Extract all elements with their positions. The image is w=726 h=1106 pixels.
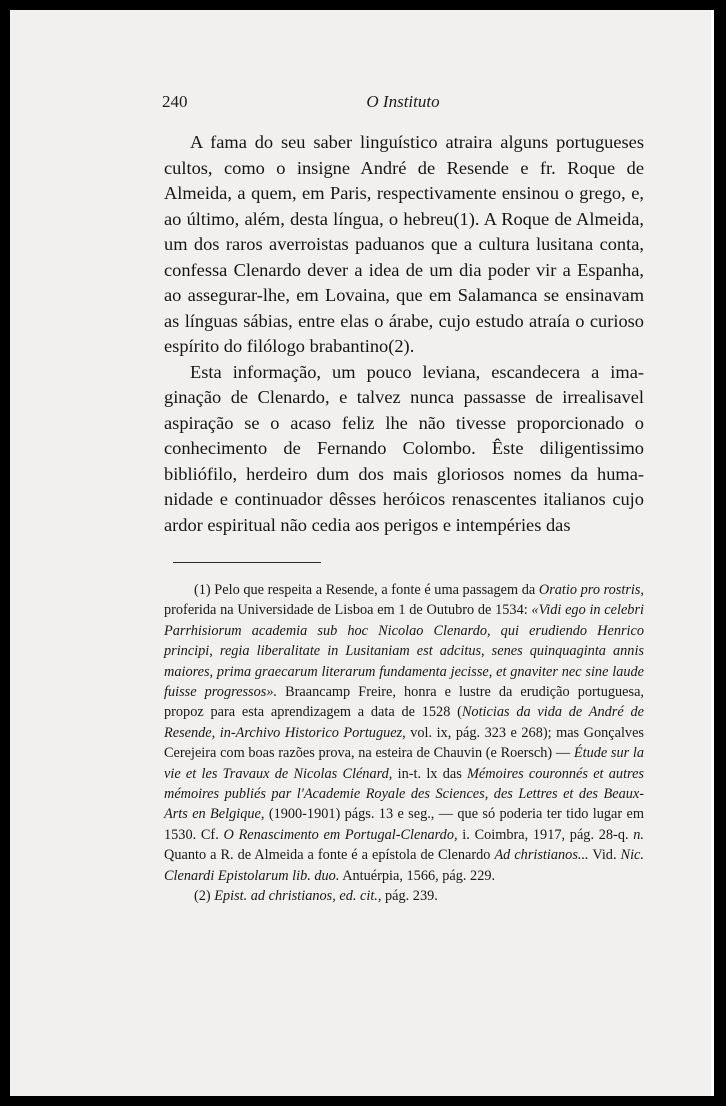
footnote-ref-1: (1)	[453, 208, 475, 229]
footnote-ref-2: (2)	[388, 336, 410, 356]
paragraph-1-text-a: A fama do seu saber linguístico atraira alguns portugueses cultos, como o insigne André de Resende e fr. Roque de Almeida, a quem, em Paris, respectivamente ensinou o grego, e, ao último, além, desta língua, o hebreu	[164, 132, 644, 229]
fn1-italic: Mémoires couronnés et autres mémoires publiés par l'Academie Royale des Sciences, des Lettres et des Beaux-Arts en Belgique,	[164, 765, 644, 823]
fn2-italic: Epist. ad christianos, ed. cit.,	[214, 888, 382, 905]
fn1-text: Braancamp Freire, honra e lustre da erudição portuguesa, propoz para esta aprendizagem a data de 1528 (	[164, 684, 644, 721]
footnotes	[164, 580, 644, 907]
main-text	[164, 130, 644, 538]
fn1-text: in-t. lx das	[392, 765, 468, 782]
fn1-italic: Nic. Clenardi Epistolarum lib. duo.	[164, 847, 644, 884]
journal-title: O Instituto	[366, 92, 440, 111]
fn1-text: i. Coimbra, 1917, pág. 28-q.	[457, 826, 634, 843]
fn1-italic: Noticias da vida de André de Resende, in-Archivo Historico Portuguez,	[164, 704, 644, 741]
fn1-text: vol. ix, pág. 323 e 268); mas Gonçalves Cerejeira com boas razões prova, na esteira de Chauvin (e Roersch) —	[164, 724, 644, 762]
fn1-text: (1) Pelo que respeita a Resende, a fonte é uma passagem da	[194, 582, 539, 598]
fn1-italic: n.	[633, 826, 645, 843]
running-head	[162, 92, 644, 116]
paragraph-1-text-b: . A Roque de Almeida, um dos raros averroistas paduanos que a cultura lusitana conta, confessa Clenardo dever a idea de um dia poder vir a Espanha, ao assegurar-lhe, em Lovaina, que em Salamanca se ensinavam as línguas sábias, entre elas o árabe, cujo estudo atraía o curioso espírito do filólogo brabantino	[164, 208, 644, 356]
fn1-text: proferida na Universidade de Lisboa em 1 de Outubro de 1534:	[164, 602, 532, 619]
fn2-text: (2)	[194, 888, 215, 905]
footnote-divider	[173, 562, 321, 563]
fn1-italic: Étude sur la vie et les Travaux de Nicolas Clénard,	[164, 745, 644, 782]
footnote-1	[164, 580, 644, 886]
fn1-text: (1900-1901) págs. 13 e seg., — que só poderia ter tido lugar em 1530. Cf.	[164, 806, 644, 843]
footnote-2	[164, 886, 644, 906]
fn1-italic: Oratio pro rostris,	[538, 582, 645, 598]
fn1-italic: O Renascimento em Portugal-Clenardo,	[223, 826, 458, 843]
page-number: 240	[162, 92, 188, 111]
fn1-text: Quanto a R. de Almeida a fonte é a epístola de Clenardo	[164, 847, 495, 864]
fn1-italic: Ad christianos...	[494, 847, 589, 864]
fn2-text: pág. 239.	[381, 888, 438, 905]
fn1-text: Vid.	[588, 847, 621, 864]
fn1-latin-quote: «Vidi ego in celebri Parrhisiorum academia sub hoc Nicolao Clenardo, qui erudiendo Henrico principi, regia liberalitate in Lusitaniam est adcitus, senes quinquaginta annis maiores, prima graecarum literarum fundamenta jecisse, et gnaviter nec sine laude fuisse progressos».	[164, 602, 644, 701]
paragraph-1-text-c: .	[409, 336, 415, 356]
fn1-text: Antuérpia, 1566, pág. 229.	[339, 867, 496, 884]
paragraph-2: Esta informação, um pouco leviana, escandecera a imaginação de Clenardo, e talvez nunca passasse de irrealisavel aspiração se o acaso feliz lhe não tivesse proporcionado o conhecimento de Fernando Colombo. Êste diligentissimo bibliófilo, herdeiro dum dos mais gloriosos nomes da humanidade e continuador dêsses heróicos renascentes italianos cujo ardor espiritual não cedia aos perigos e intempéries das	[164, 361, 644, 535]
paragraph-1	[164, 130, 644, 360]
book-page	[10, 10, 714, 1096]
